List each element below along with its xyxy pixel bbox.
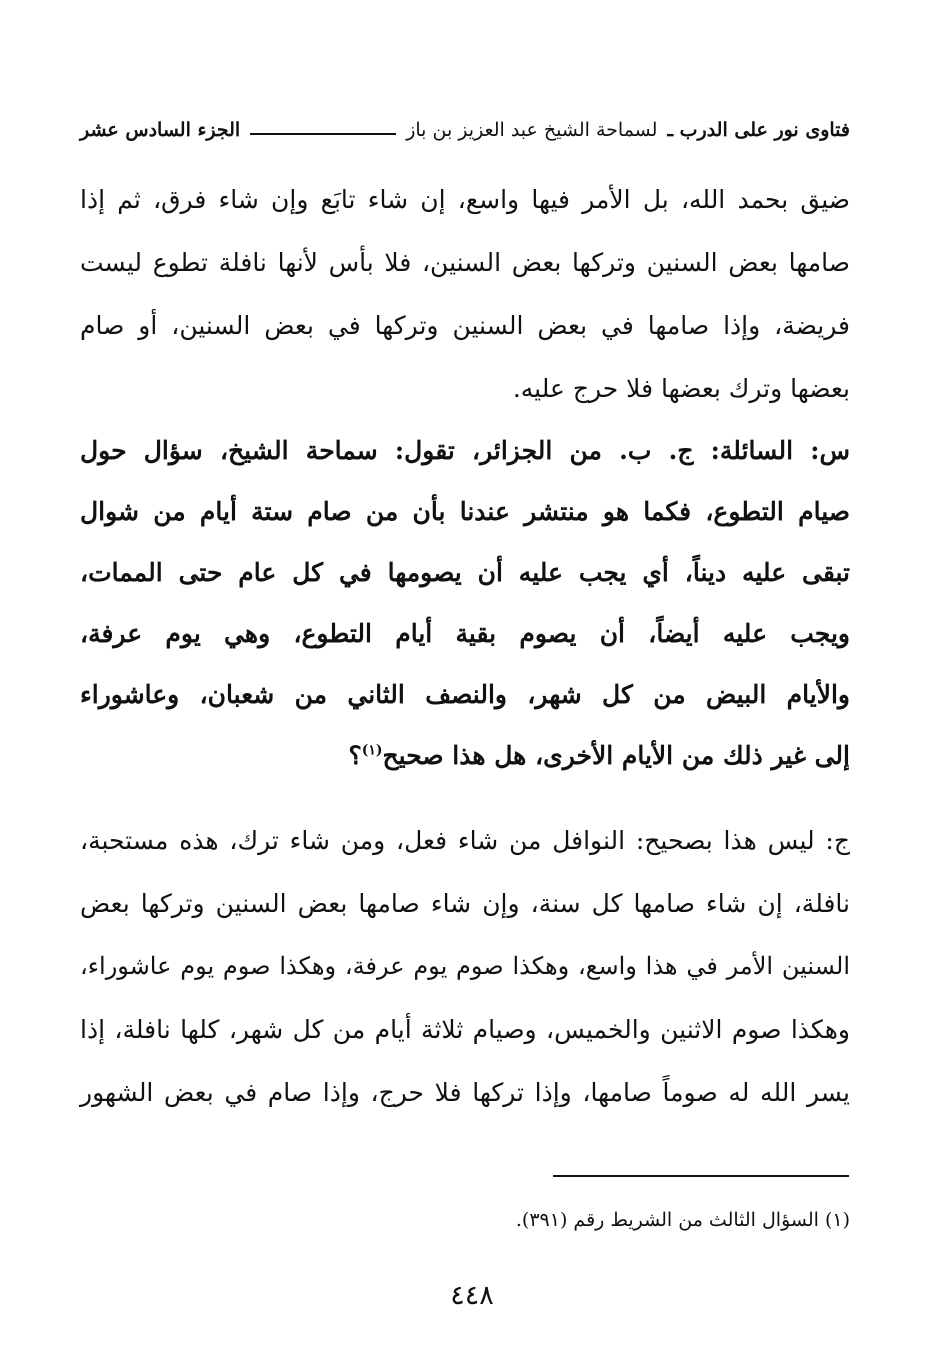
running-header (80, 112, 850, 148)
footnote-text: (١) السؤال الثالث من الشريط رقم (٣٩١). (515, 1209, 850, 1231)
header-rule (250, 133, 396, 135)
book-author: لسماحة الشيخ عبد العزيز بن باز (406, 119, 658, 141)
question-line: تبقى عليه ديناً، أي يجب عليه أن يصومها في كل عام حتى الممات، (80, 558, 850, 587)
header-title-group (406, 112, 850, 148)
text-line: ضيق بحمد الله، بل الأمر فيها واسع، إن شاء تابَع وإن شاء فرق، ثم إذا (80, 185, 850, 214)
text-line: فريضة، وإذا صامها في بعض السنين وتركها في بعض السنين، أو صام (80, 311, 850, 340)
question-line: س: السائلة: ج. ب. من الجزائر، تقول: سماحة الشيخ، سؤال حول (80, 436, 850, 465)
page-number: ٤٤٨ (450, 1280, 494, 1311)
question-last-line (80, 725, 850, 786)
question-paragraph (80, 420, 850, 786)
question-line: والأيام البيض من كل شهر، والنصف الثاني من شعبان، وعاشوراء (80, 680, 850, 709)
volume-label: الجزء السادس عشر (80, 119, 241, 141)
question-line-text: إلى غير ذلك من الأيام الأخرى، هل هذا صحيح (382, 741, 850, 770)
footnote-reference[interactable]: (١) (361, 742, 383, 759)
question-mark: ؟ (348, 741, 362, 770)
answer-line: نافلة، إن شاء صامها كل سنة، وإن شاء صامها بعض السنين وتركها بعض (80, 889, 850, 918)
answer-line: يسر الله له صوماً صامها، وإذا تركها فلا حرج، وإذا صام في بعض الشهور (80, 1078, 850, 1107)
answer-line: السنين الأمر في هذا واسع، وهكذا صوم يوم عرفة، وهكذا صوم يوم عاشوراء، (80, 952, 850, 980)
answer-line: وهكذا صوم الاثنين والخميس، وصيام ثلاثة أيام من كل شهر، كلها نافلة، إذا (80, 1015, 850, 1044)
text-line: بعضها وترك بعضها فلا حرج عليه. (512, 374, 850, 403)
answer-paragraph (80, 809, 850, 1124)
question-line: صيام التطوع، فكما هو منتشر عندنا بأن من صام ستة أيام من شوال (80, 497, 850, 526)
answer-line: ج: ليس هذا بصحيح: النوافل من شاء فعل، ومن شاء ترك، هذه مستحبة، (80, 826, 850, 855)
book-title: فتاوى نور على الدرب ـ (667, 119, 850, 141)
question-line: ويجب عليه أيضاً، أن يصوم بقية أيام التطوع، وهي يوم عرفة، (80, 619, 850, 648)
text-line: صامها بعض السنين وتركها بعض السنين، فلا بأس لأنها نافلة تطوع ليست (80, 248, 850, 277)
footnote-divider (553, 1175, 849, 1177)
paragraph-continuation (80, 168, 850, 420)
